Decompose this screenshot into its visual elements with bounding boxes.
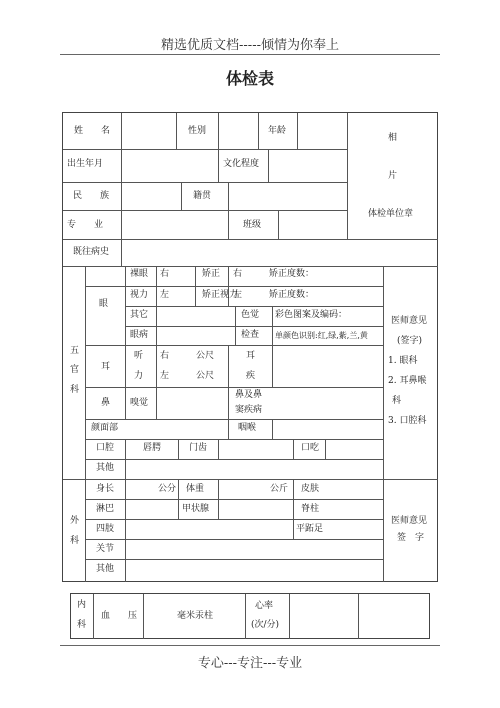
grid-line [289, 594, 290, 639]
grid-line [293, 439, 294, 459]
grid-line [121, 239, 122, 266]
grid-line [125, 326, 383, 327]
hr-label-1: 心率 [255, 601, 274, 611]
grid-line [383, 266, 384, 582]
grid-line [272, 306, 273, 346]
photo-label-2: 片 [388, 171, 398, 181]
page-header: 精选优质文档-----倾情为你奉上 [161, 38, 339, 53]
grid-line [228, 182, 229, 210]
eye-disease-label: 眼病 [130, 330, 149, 340]
grid-line [218, 113, 219, 149]
history-label: 既往病史 [73, 247, 110, 257]
others-label: 其他 [96, 463, 115, 473]
ear-disease-label-2: 疾 [246, 371, 256, 381]
grid-line [228, 210, 229, 239]
right-meters-label: 右 公尺 [160, 351, 215, 361]
waike-doctor-label-1: 医师意见 [391, 516, 428, 526]
spine-label: 脊柱 [301, 504, 320, 514]
grid-line [218, 149, 219, 182]
left-correction-label: 左 矫正度数： [233, 290, 315, 300]
class-label: 班级 [243, 220, 262, 230]
mouth-label: 口腔 [96, 443, 115, 453]
corrected-label: 矫正 [202, 269, 221, 279]
grid-line [85, 439, 383, 440]
kg-label: 公斤 [270, 484, 289, 494]
form-title: 体检表 [225, 69, 274, 88]
neike-section-2: 科 [77, 620, 87, 630]
grid-line [358, 594, 359, 639]
smell-label: 嗅觉 [130, 398, 149, 408]
weight-label: 体重 [186, 484, 205, 494]
right-eye-label: 右 [160, 269, 170, 279]
wuguan-section-1: 五 [70, 346, 80, 356]
grid-line [143, 594, 144, 639]
stutter-label: 口吃 [301, 443, 320, 453]
grid-line [218, 479, 219, 519]
grid-line [156, 345, 157, 419]
lip-label: 唇腭 [143, 443, 162, 453]
header-rule [60, 54, 440, 55]
vision-label: 视力 [130, 290, 149, 300]
grid-line [235, 306, 236, 346]
grid-line [228, 345, 229, 419]
grid-line [85, 419, 383, 420]
grid-line [85, 539, 383, 540]
eye-label: 眼 [99, 299, 109, 309]
grid-line [293, 479, 294, 539]
grid-line [176, 113, 177, 149]
gender-label: 性别 [188, 126, 207, 136]
sinus-label-2: 窦疾病 [235, 405, 263, 415]
sinus-label-1: 鼻及鼻 [235, 390, 263, 400]
grid-line [63, 239, 438, 240]
wuguan-section-3: 科 [70, 385, 80, 395]
teeth-label: 门齿 [189, 443, 208, 453]
exam-item-3: 3. 口腔科 [388, 416, 427, 426]
grid-line [63, 210, 347, 211]
grid-line [258, 113, 259, 149]
grid-line [63, 479, 438, 480]
native-label: 籍贯 [193, 191, 212, 201]
joints-label: 关节 [96, 544, 115, 554]
grid-line [85, 499, 383, 500]
major-label: 专 业 [67, 220, 104, 230]
grid-line [278, 210, 279, 239]
waike-others-label: 其他 [96, 564, 115, 574]
education-label: 文化程度 [223, 159, 260, 169]
grid-line [85, 559, 383, 560]
grid-line [245, 594, 246, 639]
birth-label: 出生年月 [67, 159, 104, 169]
grid-line [85, 519, 383, 520]
face-label: 颜面部 [91, 423, 119, 433]
neike-section-1: 内 [77, 600, 87, 610]
grid-line [85, 459, 383, 460]
left-meters-label: 左 公尺 [160, 371, 215, 381]
cm-label: 公分 [158, 484, 177, 494]
exam-form [62, 112, 438, 582]
grid-line [85, 387, 383, 388]
grid-line [125, 439, 126, 459]
grid-line [63, 182, 347, 183]
grid-line [195, 266, 196, 306]
nose-label: 鼻 [101, 398, 111, 408]
mono-color-label: 单颜色识别:红,绿,紫,兰,黄 [275, 331, 368, 340]
grid-line [121, 149, 122, 182]
hr-label-2: (次/分) [251, 620, 280, 630]
hearing-label-1: 听 [134, 351, 144, 361]
unit-seal-label: 体检单位章 [368, 209, 414, 219]
age-label: 年龄 [268, 126, 287, 136]
grid-line [297, 113, 298, 149]
color-sense-label: 色觉 [241, 310, 260, 320]
height-label: 身长 [96, 484, 115, 494]
grid-line [85, 345, 383, 346]
grid-line [93, 594, 94, 639]
other-label: 其它 [130, 310, 149, 320]
grid-line [347, 113, 348, 239]
exam-item-2a: 2. 耳鼻喉 [388, 376, 427, 386]
grid-line [125, 479, 126, 582]
name-label: 姓 名 [74, 126, 111, 136]
mmhg-label: 毫米汞柱 [177, 611, 214, 621]
photo-label-1: 相 [388, 133, 398, 143]
ethnicity-label: 民 族 [73, 191, 110, 201]
footer-rule [60, 645, 440, 646]
limbs-label: 四肢 [96, 524, 115, 534]
grid-line [272, 419, 273, 439]
check-label: 检查 [241, 330, 260, 340]
waike-section-2: 科 [70, 536, 80, 546]
bp-label: 血 压 [101, 611, 138, 621]
skin-label: 皮肤 [301, 484, 320, 494]
left-eye-label: 左 [160, 290, 170, 300]
grid-line [268, 149, 269, 182]
lymph-label: 淋巴 [96, 504, 115, 514]
grid-line [218, 439, 219, 459]
grid-line [272, 345, 273, 387]
throat-label: 咽喉 [238, 423, 257, 433]
grid-line [125, 459, 126, 479]
naked-eye-label: 裸眼 [130, 269, 149, 279]
internal-medicine-table [70, 593, 430, 639]
grid-line [178, 439, 179, 459]
flatfoot-label: 平跖足 [296, 524, 324, 534]
grid-line [121, 210, 122, 239]
grid-line [125, 306, 383, 307]
grid-line [85, 266, 86, 582]
thyroid-label: 甲状腺 [182, 504, 210, 514]
exam-item-1: 1. 眼科 [388, 356, 418, 366]
grid-line [178, 479, 179, 519]
grid-line [181, 182, 182, 210]
grid-line [121, 182, 122, 210]
hearing-label-2: 力 [134, 371, 144, 381]
waike-doctor-label-2: 签 字 [397, 533, 425, 543]
ear-label: 耳 [101, 362, 111, 372]
grid-line [156, 266, 157, 346]
grid-line [63, 266, 438, 267]
waike-section-1: 外 [70, 516, 80, 526]
grid-line [63, 149, 347, 150]
ear-disease-label-1: 耳 [246, 351, 256, 361]
grid-line [125, 266, 126, 419]
right-correction-label: 右 矫正度数： [233, 269, 315, 279]
exam-item-2b: 科 [392, 396, 402, 406]
corrected-vision-label: 矫正视力 [202, 290, 239, 300]
grid-line [228, 419, 229, 439]
wuguan-doctor-label-2: (签字) [397, 336, 423, 346]
color-pattern-label: 彩色图案及编码： [275, 310, 348, 320]
wuguan-section-2: 官 [70, 365, 80, 375]
grid-line [85, 286, 383, 287]
grid-line [325, 439, 326, 459]
page-footer: 专心---专注---专业 [197, 656, 303, 671]
grid-line [121, 113, 122, 149]
wuguan-doctor-label-1: 医师意见 [391, 316, 428, 326]
